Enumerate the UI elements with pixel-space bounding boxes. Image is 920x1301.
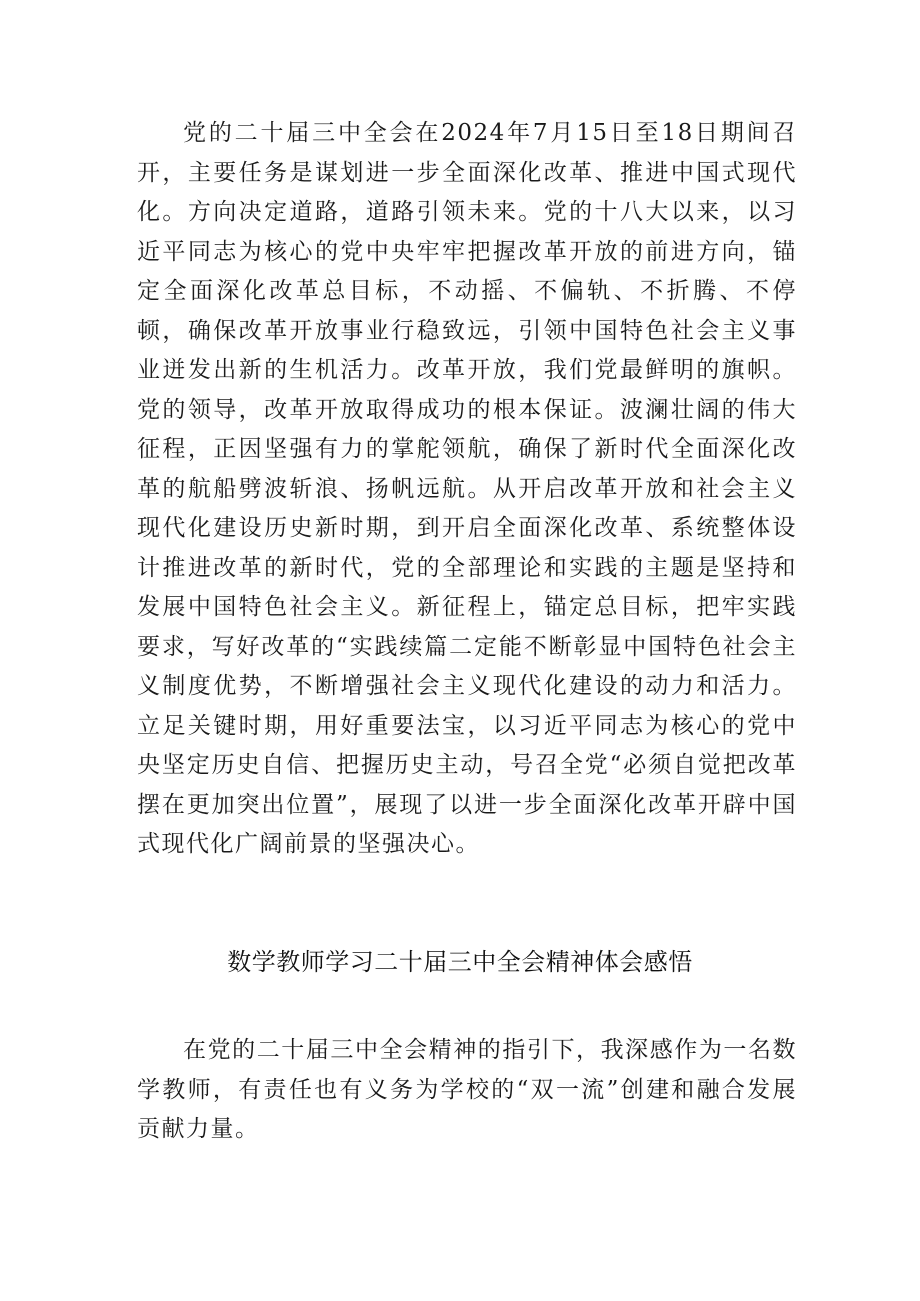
body-paragraph: 在党的二十届三中全会精神的指引下，我深感作为一名数学教师，有责任也有义务为学校的“双一流”创建和融合发展贡献力量。 [137, 1037, 797, 1142]
body-paragraph: 党的二十届三中全会在2024年7月15日至18日期间召开，主要任务是谋划进一步全面深化改革、推进中国式现代化。方向决定道路，道路引领未来。党的十八大以来，以习近平同志为核心的党中央牢牢把握改革开放的前进方向，锚定全面深化改革总目标，不动摇、不偏轨、不折腾、不停顿，确保改革开放事业行稳致远，引领中国特色社会主义事业迸发出新的生机活力。改革开放，我们党最鲜明的旗帜。党的领导，改革开放取得成功的根本保证。波澜壮阔的伟大征程，正因坚强有力的掌舵领航，确保了新时代全面深化改革的航船劈波斩浪、扬帆远航。从开启改革开放和社会主义现代化建设历史新时期，到开启全面深化改革、系统整体设计推进改革的新时代，党的全部理论和实践的主题是坚持和发展中国特色社会主义。新征程上，锚定总目标，把牢实践要求，写好改革的“实践续篇二定能不断彰显中国特色社会主义制度优势，不断增强社会主义现代化建设的动力和活力。立足关键时期，用好重要法宝，以习近平同志为核心的党中央坚定历史自信、把握历史主动，号召全党“必须自觉把改革摆在更加突出位置”，展现了以进一步全面深化改革开辟中国式现代化广阔前景的坚强决心。 [137, 120, 797, 857]
section-title: 数学教师学习二十届三中全会精神体会感悟 [227, 948, 693, 976]
